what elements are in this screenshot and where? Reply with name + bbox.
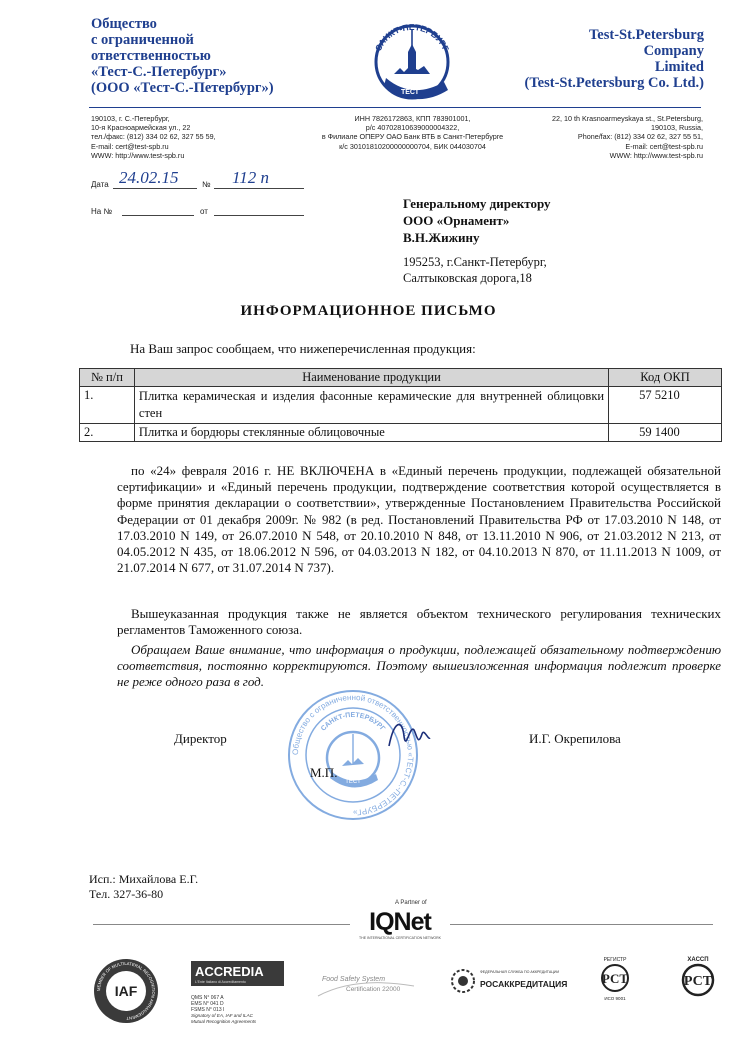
logo-band-text: ТЕСТ: [400, 89, 420, 96]
contact-line: 22, 10 th Krasnoarmeyskaya st., St.Petersburg,: [551, 114, 703, 123]
register-logo: [592, 957, 638, 1007]
iaf-logo: [93, 958, 159, 1024]
date-value: 24.02.15: [119, 168, 179, 187]
stamp-band-text: ТЕСТ: [345, 779, 361, 785]
handwritten-signature: [384, 716, 434, 761]
row-num: 2.: [80, 424, 135, 442]
register-label: РЕГИСТР: [603, 957, 627, 963]
header-num: № п/п: [80, 369, 135, 387]
fssc-logo: [316, 968, 416, 1002]
seal-label: М.П.: [310, 765, 338, 780]
company-name-en: [454, 27, 704, 91]
table-header-row: [80, 369, 722, 387]
number-value: 112 п: [232, 168, 269, 187]
haccp-logo: [677, 957, 719, 1007]
contact-line: тел./факс: (812) 334 02 62, 327 55 59,: [91, 132, 216, 142]
bank-line: в Филиале ОПЕРУ ОАО Банк ВТБ в Санкт-Петербурге: [321, 132, 504, 142]
company-name-line: ответственностью: [91, 48, 211, 64]
partner-label: A Partner of: [395, 900, 427, 906]
haccp-label: ХАССП: [687, 957, 709, 963]
ref-from-label: от: [200, 207, 208, 216]
row-name: Плитка керамическая и изделия фасонные керамические для внутренней облицовки стен: [134, 387, 608, 424]
recipient-line: Генеральному директору: [403, 196, 551, 211]
contact-line: WWW: http://www.test-spb.ru: [91, 150, 185, 160]
company-logo: [364, 12, 460, 104]
address-line: 195253, г.Санкт-Петербург,: [403, 255, 547, 269]
stamp-ring-text: Общество с ограниченной ответственностью «ТЕСТ-С.-ПЕТЕРБУРГ»: [290, 692, 416, 818]
stamp-arc-text: САНКТ-ПЕТЕРБУРГ: [319, 711, 387, 733]
number-label: №: [202, 180, 211, 189]
contact-line: 10-я Красноармейская ул., 22: [91, 123, 191, 133]
date-label: Дата: [91, 180, 109, 189]
accredia-text: ACCREDIA: [191, 961, 284, 980]
accredia-note: [191, 1013, 284, 1024]
ros-subtitle: ФЕДЕРАЛЬНАЯ СЛУЖБА ПО АККРЕДИТАЦИИ: [480, 970, 560, 974]
iaf-ring-text: MEMBER OF MULTILATERAL RECOGNITION ARRANGEMENT: [95, 960, 157, 1022]
signer-position: Директор: [174, 731, 227, 746]
fssc-text: Food Safety System: [322, 976, 386, 983]
header-name: Наименование продукции: [134, 369, 608, 387]
company-name-en-line: Limited: [654, 59, 704, 75]
paragraph-notice: Обращаем Ваше внимание, что информация о продукции, подлежащей обязательному подтверждению соответствия, постоянно корректируются. Поэтому вышеизложенная информация подлежит проверке не реже одного раза в год.: [117, 642, 721, 690]
company-name-en-line: Company: [643, 43, 704, 59]
accredia-logo: [191, 961, 284, 1024]
company-name-ru: [91, 16, 351, 96]
bank-line: р/с 40702810639000004322,: [365, 123, 460, 133]
svg-text:РСТ: РСТ: [683, 974, 713, 989]
accredia-note-line: Mutual Recognition Agreements: [191, 1018, 257, 1024]
accredia-codes: [191, 995, 284, 1013]
row-num: 1.: [80, 387, 135, 424]
document-title: ИНФОРМАЦИОННОЕ ПИСЬМО: [240, 303, 497, 319]
logo-arc-text: САНКТ-ПЕТЕРБУРГ: [372, 21, 452, 53]
contact-line: WWW: http://www.test-spb.ru: [609, 150, 703, 160]
contacts-en: [503, 114, 703, 160]
company-name-line: (ООО «Тест-С.-Петербург»): [91, 80, 274, 96]
accredia-code: FSMS N° 013 I: [191, 1007, 225, 1013]
company-name-line: с ограниченной: [91, 32, 194, 48]
company-name-en-line: (Test-St.Petersburg Co. Ltd.): [524, 75, 704, 91]
recipient-line: В.Н.Жижину: [403, 230, 480, 245]
recipient-block: [403, 195, 703, 246]
accredia-code: QMS N° 067 A: [191, 995, 224, 1001]
executor-block: [89, 872, 198, 902]
products-table: [79, 368, 722, 442]
contact-line: E-mail: cert@test-spb.ru: [91, 141, 169, 151]
svg-text:РСТ: РСТ: [601, 971, 629, 986]
company-name-line: «Тест-С.-Петербург»: [91, 64, 227, 80]
row-code: 57 5210: [609, 387, 722, 424]
accredia-code: EMS N° 041 D: [191, 1001, 224, 1007]
rosaccreditation-logo: [450, 962, 568, 1002]
bank-line: ИНН 7826172863, КПП 783901001,: [354, 114, 471, 123]
paragraph-regulation: Вышеуказанная продукция также не является объектом технического регулирования технических регламентов Таможенного союза.: [117, 606, 721, 638]
contact-line: 190103, г. С.-Петербург,: [91, 114, 170, 123]
accredia-note-line: Signatory of EA, IAF and ILAC: [191, 1013, 253, 1018]
header-divider: [89, 107, 701, 108]
company-name-en-line: Test-St.Petersburg: [588, 27, 704, 43]
executor-name: Исп.: Михайлова Е.Г.: [89, 872, 199, 886]
bank-line: к/с 30101810200000000704, БИК 044030704: [339, 141, 486, 151]
header-code: Код ОКП: [609, 369, 722, 387]
contact-line: 190103, Russia,: [651, 123, 703, 133]
executor-phone: Тел. 327-36-80: [89, 887, 164, 901]
row-code: 59 1400: [609, 424, 722, 442]
contacts-ru: [91, 114, 301, 160]
bank-details: [305, 114, 520, 151]
register-subtitle: ИСО 9001: [604, 996, 626, 1001]
number-underline: [214, 188, 304, 189]
contact-line: Phone/fax: (812) 334 02 62, 327 55 51,: [577, 132, 703, 142]
iqnet-subtitle: THE INTERNATIONAL CERTIFICATION NETWORK: [359, 936, 441, 940]
table-row: [80, 387, 722, 424]
fssc-text-2: Certification 22000: [346, 986, 401, 993]
recipient-line: ООО «Орнамент»: [403, 213, 510, 228]
ref-from-underline: [214, 215, 304, 216]
date-underline: [113, 188, 197, 189]
row-name: Плитка и бордюры стеклянные облицовочные: [134, 424, 608, 442]
recipient-address: [403, 254, 703, 286]
paragraph-main: по «24» февраля 2016 г. НЕ ВКЛЮЧЕНА в «Единый перечень продукции, подлежащей обязательной сертификации» и «Единый перечень продукции, подтверждение соответствия которой осуществляется в форме принятия декларации о соответствии», утвержденные Постановлением Правительства Российской Федерации от 01 декабря 2009г. № 982 (в ред. Постановлений Правительства РФ от 17.03.2010 N 148, от 17.03.2010 N 149, от 26.07.2010 N 548, от 20.10.2010 N 848, от 13.11.2010 N 906, от 21.03.2012 N 213, от 04.05.2012 N 435, от 18.06.2012 N 596, от 04.03.2013 N 182, от 04.10.2013 N 870, от 11.11.2013 N 1009, от 21.07.2014 N 677, от 31.07.2014 N 737).: [117, 463, 721, 576]
ros-text: РОСАККРЕДИТАЦИЯ: [480, 979, 568, 989]
address-line: Салтыковская дорога,18: [403, 271, 532, 285]
contact-line: E-mail: cert@test-spb.ru: [625, 141, 703, 151]
table-row: [80, 424, 722, 442]
intro-text: На Ваш запрос сообщаем, что нижеперечисленная продукция:: [130, 341, 476, 356]
company-name-line: Общество: [91, 16, 157, 32]
svg-text:САНКТ-ПЕТЕРБУРГ: [320, 712, 386, 733]
accredia-subtitle: L'Ente Italiano di Accreditamento: [191, 980, 284, 986]
iqnet-text: IQNet: [369, 908, 431, 936]
ref-underline: [122, 215, 194, 216]
ref-label: На №: [91, 207, 113, 216]
signer-name: И.Г. Окрепилова: [529, 731, 621, 746]
iaf-text: IAF: [114, 983, 138, 999]
iqnet-logo: [350, 908, 450, 944]
